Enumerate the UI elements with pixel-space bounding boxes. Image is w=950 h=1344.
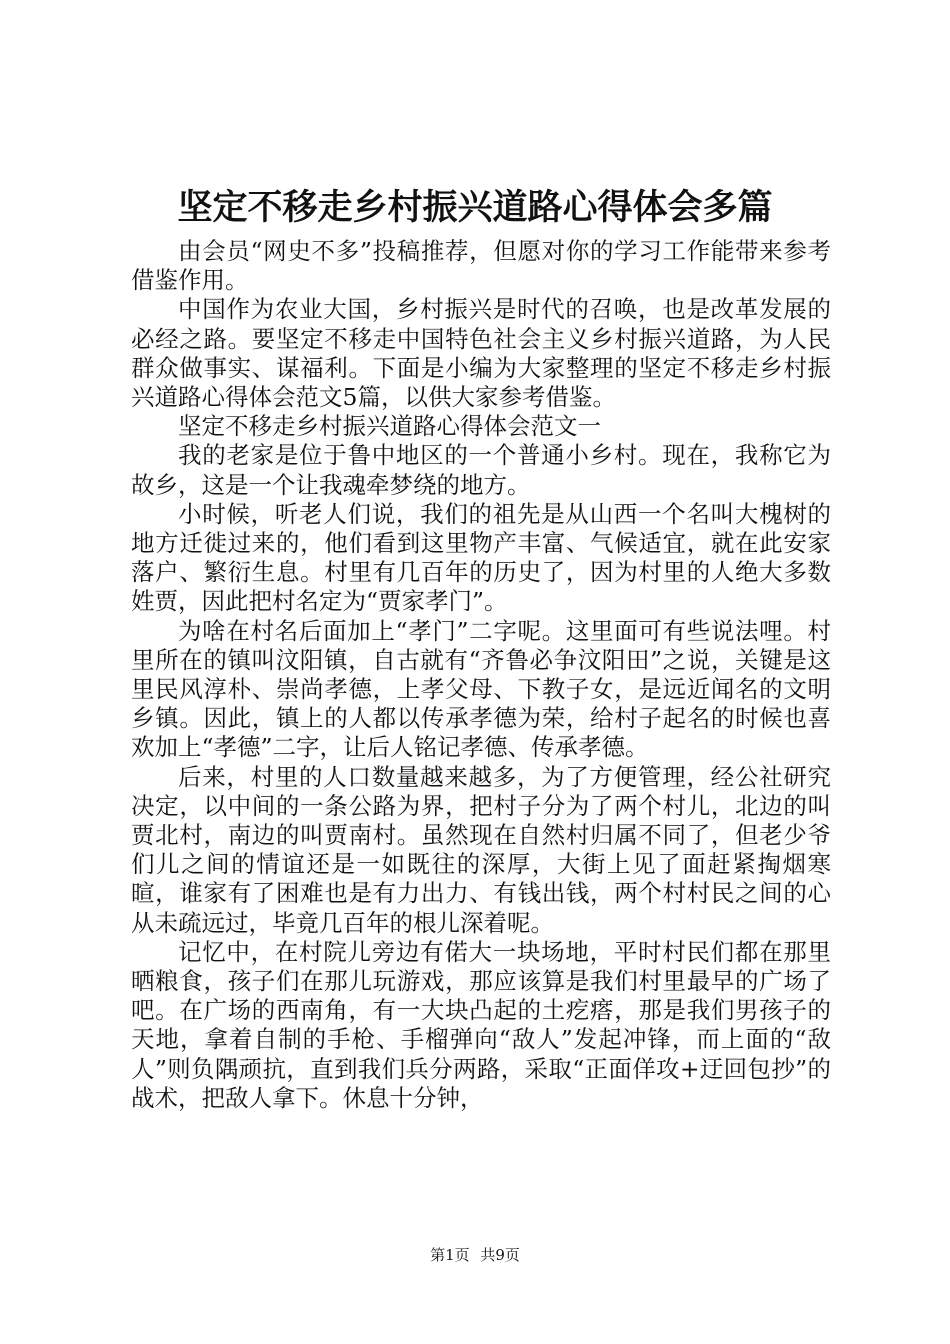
page-number: 第1页 bbox=[430, 1246, 470, 1264]
paragraph: 小时候，听老人们说，我们的祖先是从山西一个名叫大槐树的地方迁徙过来的，他们看到这里物产丰富、气候适宜，就在此安家落户、繁衍生息。村里有几百年的历史了，因为村里的人绝大多数姓贾，因此把村名定为“贾家孝门”。 bbox=[131, 499, 831, 616]
page-footer bbox=[0, 1245, 950, 1265]
paragraph: 记忆中，在村院儿旁边有偌大一块场地，平时村民们都在那里晒粮食，孩子们在那儿玩游戏，那应该算是我们村里最早的广场了吧。在广场的西南角，有一大块凸起的土疙瘩，那是我们男孩子的天地，拿着自制的手枪、手榴弹向“敌人”发起冲锋，而上面的“敌人”则负隅顽抗，直到我们兵分两路，采取“正面佯攻+迂回包抄”的战术，把敌人拿下。休息十分钟， bbox=[131, 937, 831, 1112]
section-heading: 坚定不移走乡村振兴道路心得体会范文一 bbox=[178, 412, 601, 441]
paragraph-intro: 由会员“网史不多”投稿推荐，但愿对你的学习工作能带来参考借鉴作用。 bbox=[131, 237, 831, 295]
paragraph: 为啥在村名后面加上“孝门”二字呢。这里面可有些说法哩。村里所在的镇叫汶阳镇，自古就有“齐鲁必争汶阳田”之说，关键是这里民风淳朴、崇尚孝德，上孝父母、下教子女，是远近闻名的文明乡镇。因此，镇上的人都以传承孝德为荣，给村子起名的时候也喜欢加上“孝德”二字，让后人铭记孝德、传承孝德。 bbox=[131, 616, 831, 762]
paragraph: 我的老家是位于鲁中地区的一个普通小乡村。现在，我称它为故乡，这是一个让我魂牵梦绕的地方。 bbox=[131, 441, 831, 499]
document-body bbox=[131, 237, 831, 1113]
document-title: 坚定不移走乡村振兴道路心得体会多篇 bbox=[177, 188, 773, 228]
paragraph: 后来，村里的人口数量越来越多，为了方便管理，经公社研究决定，以中间的一条公路为界，把村子分为了两个村儿，北边的叫贾北村，南边的叫贾南村。虽然现在自然村归属不同了，但老少爷们儿之间的情谊还是一如既往的深厚，大街上见了面赶紧掏烟寒暄，谁家有了困难也是有力出力、有钱出钱，两个村村民之间的心从未疏远过，毕竟几百年的根儿深着呢。 bbox=[131, 762, 831, 937]
paragraph-overview: 中国作为农业大国，乡村振兴是时代的召唤，也是改革发展的必经之路。要坚定不移走中国特色社会主义乡村振兴道路，为人民群众做事实、谋福利。下面是小编为大家整理的坚定不移走乡村振兴道路心得体会范文5篇，以供大家参考借鉴。 bbox=[131, 295, 831, 412]
page-total: 共9页 bbox=[480, 1246, 520, 1264]
